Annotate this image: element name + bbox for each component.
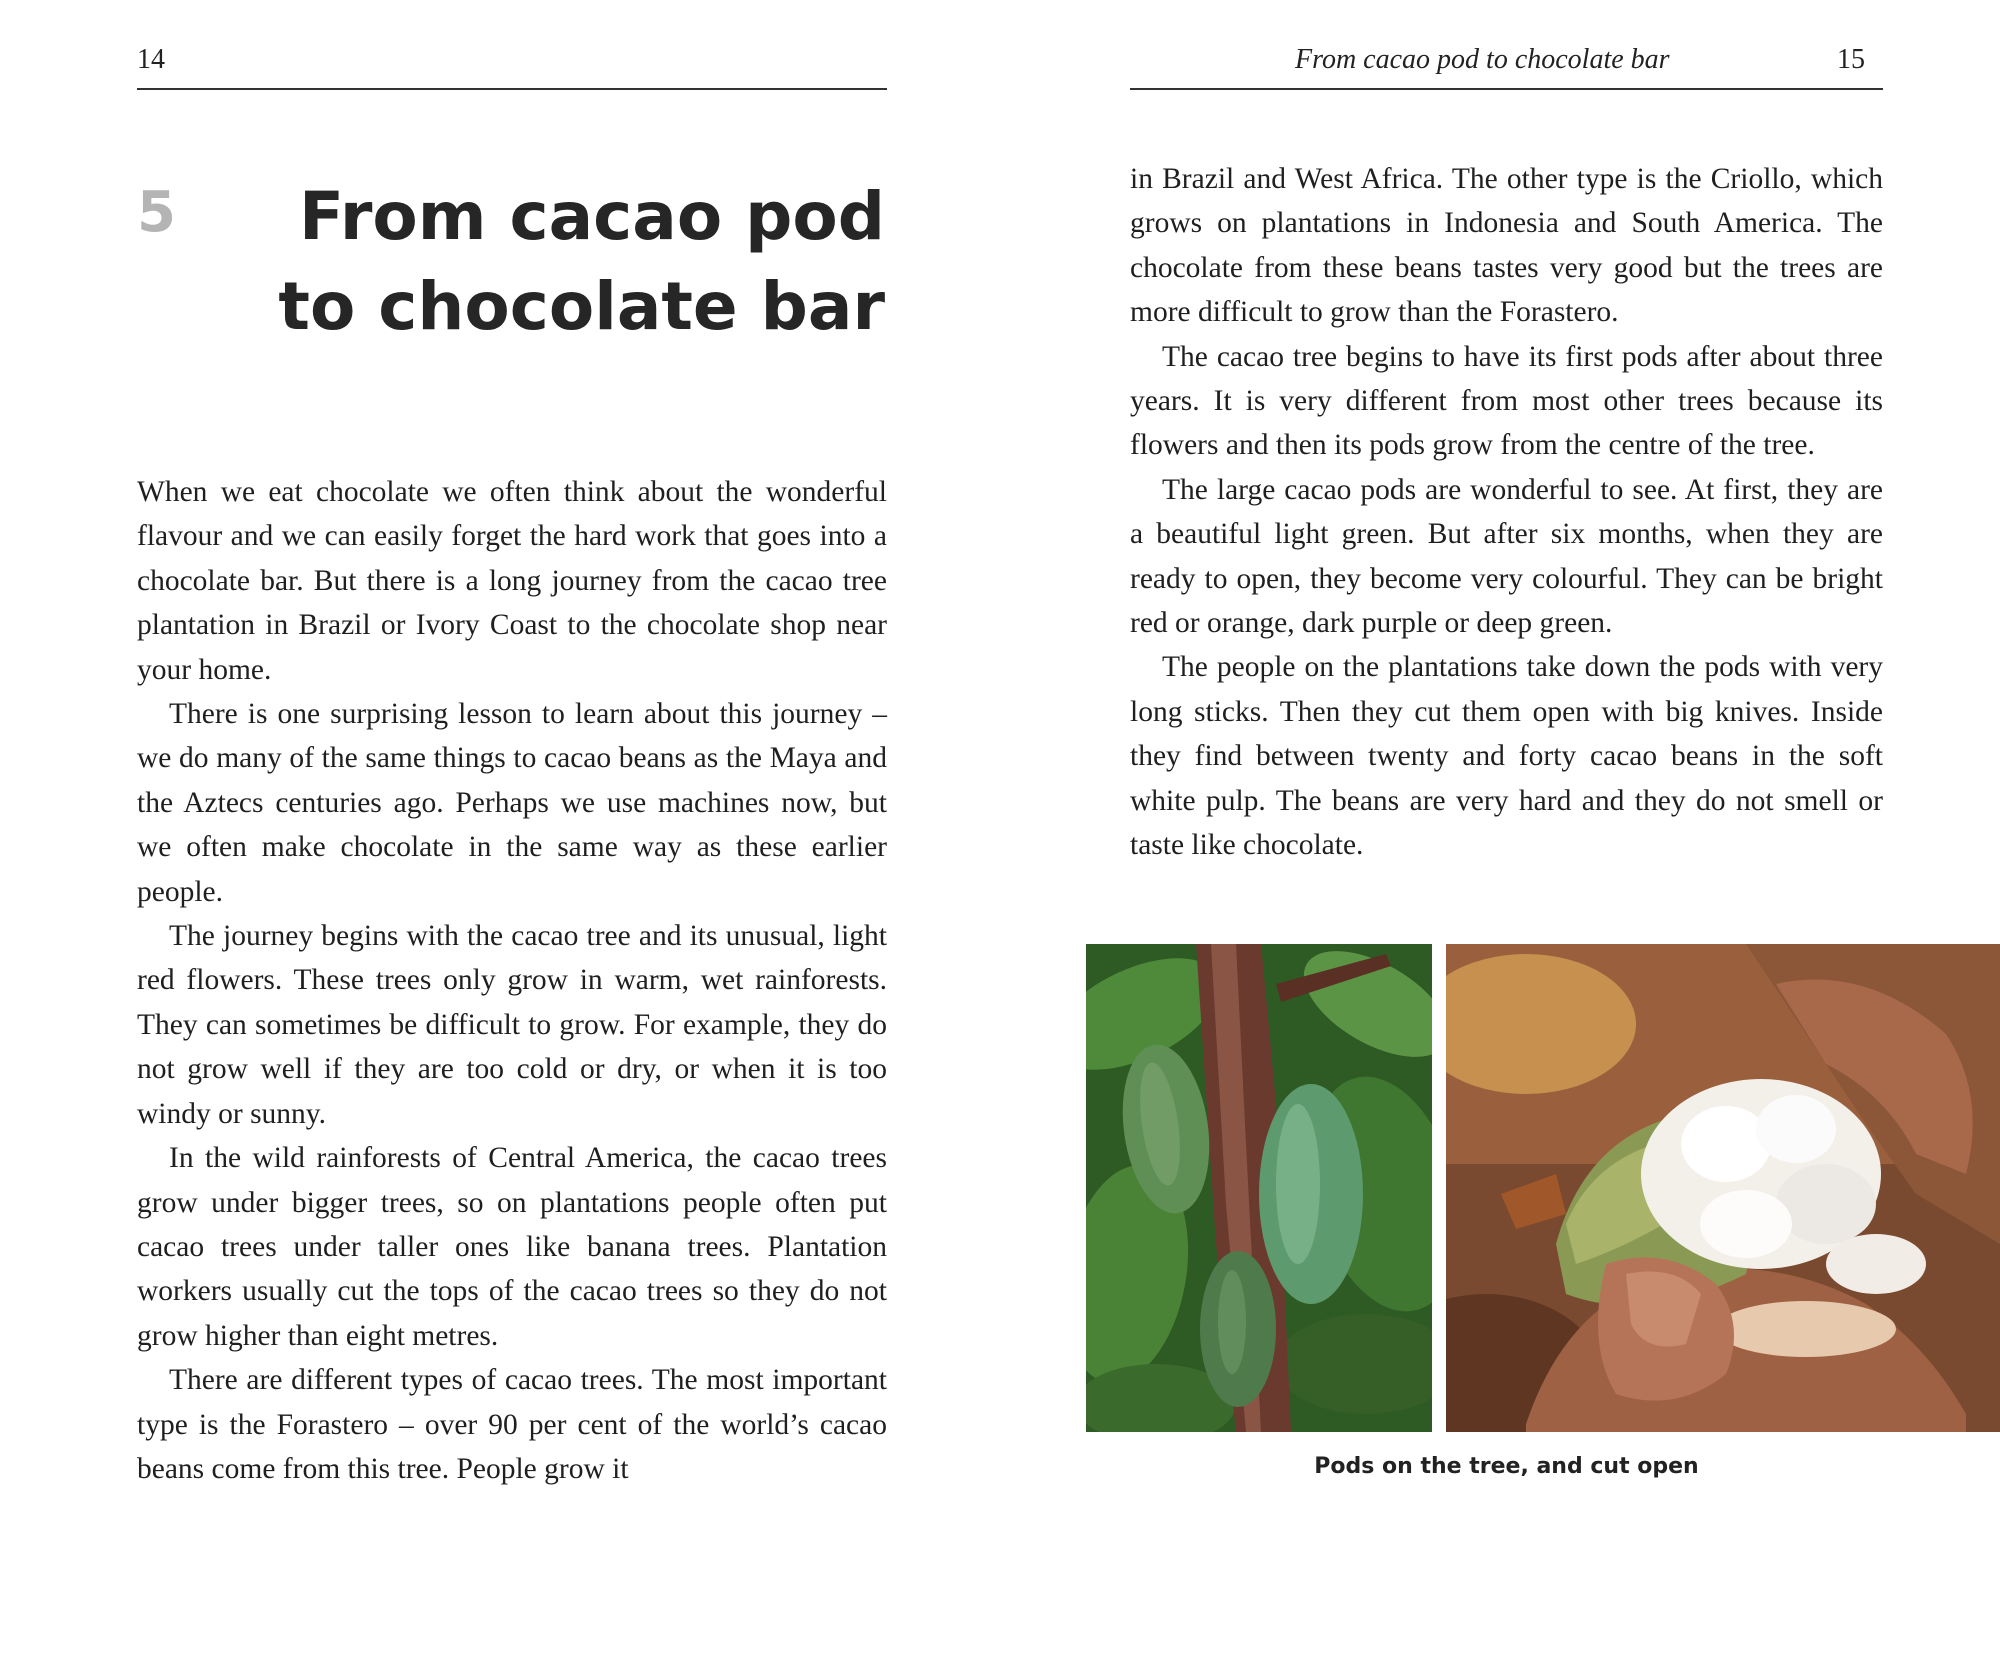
paragraph: The cacao tree begins to have its first pods after about three years. It is very different from most other trees because its flowers and then its pods grow from the centre of the tree. <box>1130 340 1883 462</box>
header-rule-right <box>1130 88 1883 90</box>
paragraph: When we eat chocolate we often think about the wonderful flavour and we can easily forget the hard work that goes into a chocolate bar. But there is a long journey from the cacao tree plantation in Brazil or Ivory Coast to the chocolate shop near your home. <box>137 476 887 686</box>
running-title: From cacao pod to chocolate bar <box>1295 44 1670 75</box>
photo-pods-on-tree <box>1086 944 1432 1432</box>
paragraph: There are different types of cacao trees. The most important type is the Forastero – over 90 per cent of the world’s cacao beans come from this tree. People grow it <box>137 1364 887 1485</box>
page-number-left: 14 <box>137 44 165 75</box>
chapter-title-line-2: to chocolate bar <box>278 268 885 345</box>
paragraph: in Brazil and West Africa. The other type is the Criollo, which grows on plantations in Indonesia and South America. The chocolate from these beans tastes very good but the trees are more difficult to grow than the Forastero. <box>1130 163 1883 329</box>
chapter-title-line-1: From cacao pod <box>299 178 885 255</box>
paragraph: In the wild rainforests of Central America, the cacao trees grow under bigger trees, so on plantations people often put cacao trees under taller ones like banana trees. Plantation workers usually cut the tops of the cacao trees so they do not grow higher than eight metres. <box>137 1142 887 1352</box>
header-rule-left <box>137 88 887 90</box>
paragraph: There is one surprising lesson to learn about this journey – we do many of the same things to cacao beans as the Maya and the Aztecs centuries ago. Perhaps we use machines now, but we often make chocolate in the same way as these earlier people. <box>137 698 887 908</box>
chapter-title <box>278 172 885 352</box>
paragraph: The large cacao pods are wonderful to see. At first, they are a beautiful light green. But after six months, when they are ready to open, they become very colourful. They can be bright red or orange, dark purple or deep green. <box>1130 473 1883 640</box>
photo-pod-cut-open <box>1446 944 2000 1432</box>
right-page <box>1000 0 2000 1653</box>
chapter-number: 5 <box>137 180 176 245</box>
photo-caption: Pods on the tree, and cut open <box>1314 1454 1699 1479</box>
right-body-text <box>1130 157 1883 868</box>
left-body-text <box>137 470 887 1491</box>
page-number-right: 15 <box>1837 44 1865 75</box>
paragraph: The people on the plantations take down the pods with very long sticks. Then they cut them open with big knives. Inside they find between twenty and forty cacao beans in the soft white pulp. The beans are very hard and they do not smell or taste like chocolate. <box>1130 651 1883 862</box>
paragraph: The journey begins with the cacao tree and its unusual, light red flowers. These trees only grow in warm, wet rainforests. They can sometimes be difficult to grow. For example, they do not grow well if they are too cold or dry, or when it is too windy or sunny. <box>137 920 887 1130</box>
